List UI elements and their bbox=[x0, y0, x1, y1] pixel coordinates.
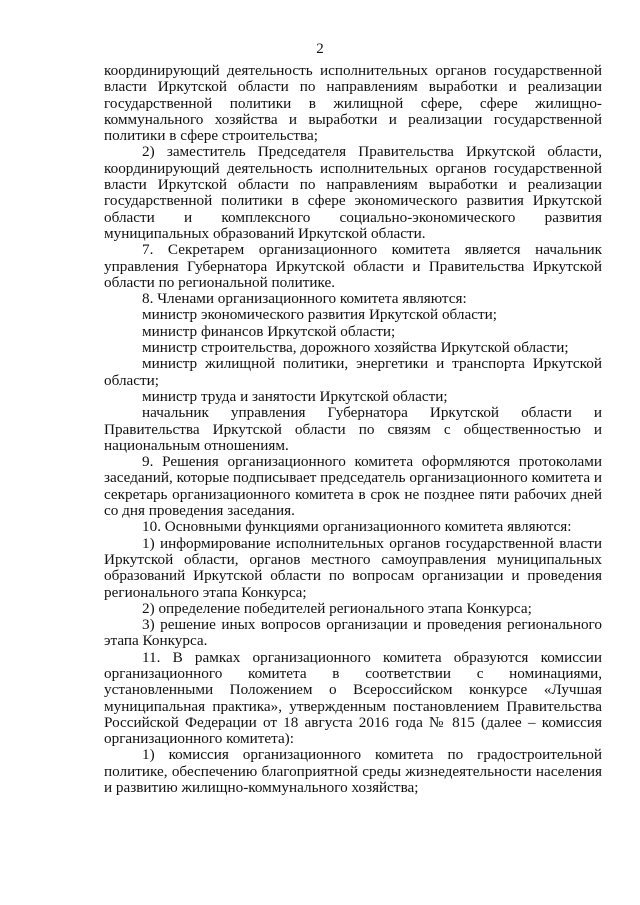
function-item: 3) решение иных вопросов организации и проведения регионального этапа Конкурса. bbox=[104, 616, 602, 650]
member-item: министр жилищной политики, энергетики и транспорта Иркутской области; bbox=[104, 355, 602, 389]
member-item: начальник управления Губернатора Иркутской области и Правительства Иркутской области по связям с общественностью и национальным отношениям. bbox=[104, 404, 602, 454]
paragraph-11-commissions: 11. В рамках организационного комитета образуются комиссии организационного комитета в соответствии с номинациями, установленными Положением о Всероссийском конкурсе «Лучшая муниципальная практика», утвержденным постановлением Правительства Российской Федерации от 18 августа 2016 года № 815 (далее – комиссия организационного комитета): bbox=[104, 648, 602, 748]
document-body bbox=[104, 63, 602, 796]
page-number: 2 bbox=[316, 41, 324, 57]
commission-item: 1) комиссия организационного комитета по градостроительной политике, обеспечению благоприятной среды жизнедеятельности населения и развитию жилищно-коммунального хозяйства; bbox=[104, 746, 602, 797]
paragraph-10-functions: 10. Основными функциями организационного комитета являются: bbox=[142, 518, 572, 536]
paragraph-8-members: 8. Членами организационного комитета являются: bbox=[142, 290, 467, 308]
paragraph-9-decisions: 9. Решения организационного комитета оформляются протоколами заседаний, которые подписывает председатель организационного комитета и секретарь организационного комитета в срок не позднее пяти рабочих дней со дня проведения заседания. bbox=[104, 453, 602, 520]
function-item: 1) информирование исполнительных органов государственной власти Иркутской области, органов местного самоуправления муниципальных образований Иркутской области по вопросам организации и проведения регионального этапа Конкурса; bbox=[104, 534, 602, 601]
paragraph-item-2-deputy: 2) заместитель Председателя Правительства Иркутской области, координирующий деятельность исполнительных органов государственной власти Иркутской области по направлениям выработки и реализации государственной политики в сфере экономического развития Иркутской области и комплексного социально-экономического развития муниципальных образований Иркутской области. bbox=[104, 143, 602, 242]
member-item: министр экономического развития Иркутской области; bbox=[142, 306, 497, 324]
member-item: министр труда и занятости Иркутской области; bbox=[142, 387, 448, 405]
paragraph-continuation: координирующий деятельность исполнительных органов государственной власти Иркутской области по направлениям выработки и реализации государственной политики в жилищной сфере, сфере жилищно-коммунального хозяйства и выработки и реализации государственной политики в сфере строительства; bbox=[104, 62, 602, 145]
member-item: министр финансов Иркутской области; bbox=[142, 322, 396, 340]
paragraph-7-secretary: 7. Секретарем организационного комитета является начальник управления Губернатора Иркутской области и Правительства Иркутской области по региональной политике. bbox=[104, 241, 602, 291]
function-item: 2) определение победителей регионального этапа Конкурса; bbox=[142, 599, 532, 617]
member-item: министр строительства, дорожного хозяйства Иркутской области; bbox=[142, 339, 569, 357]
